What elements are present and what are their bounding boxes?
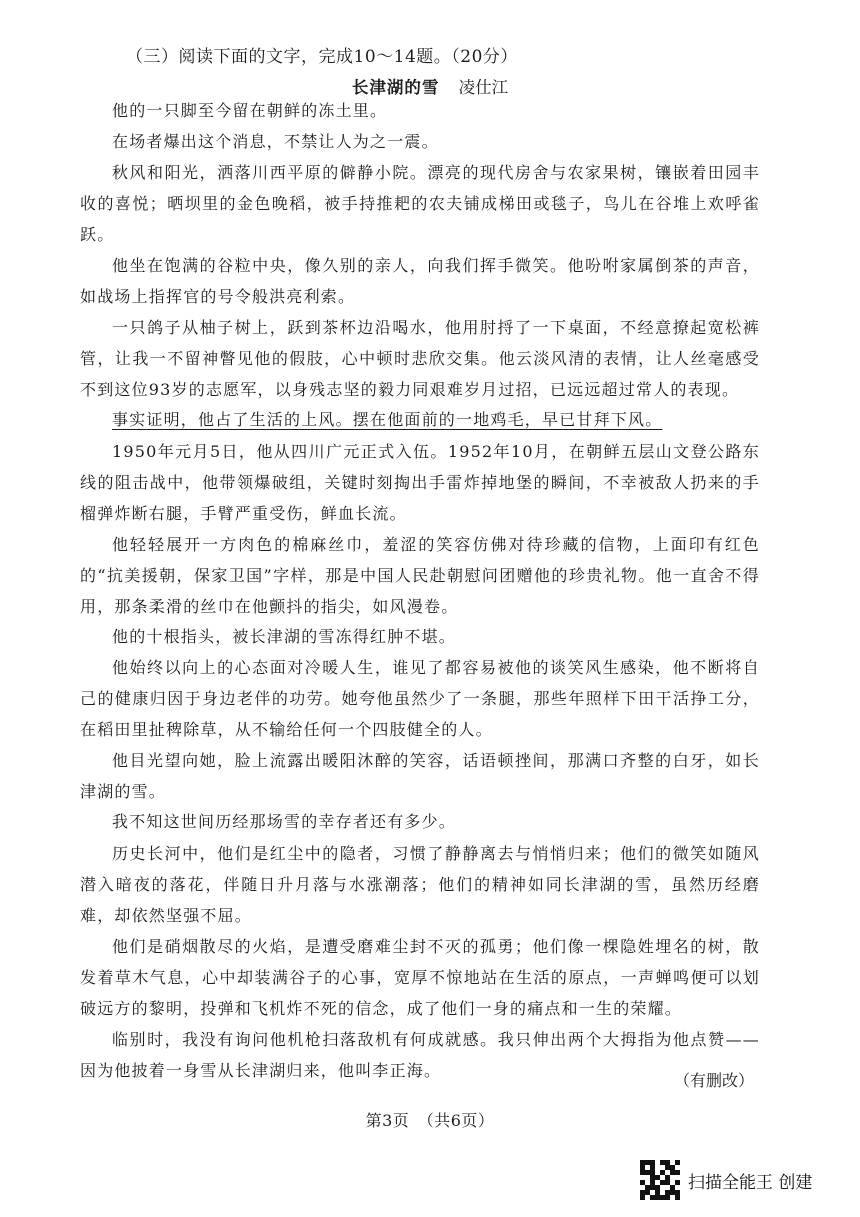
paragraph: 在场者爆出这个消息，不禁让人为之一震。 (112, 131, 439, 151)
watermark-text: 扫描全能王 创建 (688, 1172, 813, 1193)
article-title: 长津湖的雪 (351, 78, 440, 97)
paragraph: 他轻轻展开一方肉色的棉麻丝巾，羞涩的笑容仿佛对待珍藏的信物，上面印有红色的“抗美援朝，保家卫国”字样，那是中国人民赴朝慰问团赠他的珍贵礼物。他一直舍不得用，那条柔滑的丝巾在他颤抖的指尖，如风漫卷。 (80, 534, 760, 616)
source-note: （有删改） (673, 1071, 754, 1090)
paragraph: 1950年元月5日，他从四川广元正式入伍。1952年10月，在朝鲜五层山文登公路东线的阻击战中，他带领爆破组，关键时刻掏出手雷炸掉地堡的瞬间，不幸被敌人扔来的手榴弹炸断右腿，手臂严重受伤，鲜血长流。 (80, 441, 760, 523)
qr-code-icon (640, 1160, 680, 1200)
scanner-watermark (640, 1160, 812, 1200)
paragraph: 我不知这世间历经那场雪的幸存者还有多少。 (112, 812, 457, 831)
paragraph: 他坐在饱满的谷粒中央，像久别的亲人，向我们挥手微笑。他吩咐家属倒茶的声音，如战场上指挥官的号令般洪亮利索。 (80, 256, 760, 306)
paragraph: 他的十根指头，被长津湖的雪冻得红肿不堪。 (112, 626, 457, 646)
article-author: 凌仕江 (458, 78, 509, 97)
section-heading: （三）阅读下面的文字，完成10～14题。（20分） (126, 47, 518, 67)
page-number: 第3页 （共6页） (365, 1111, 495, 1130)
paragraph: 他们是硝烟散尽的火焰，是遭受磨难尘封不灭的孤勇；他们像一棵隐姓埋名的树，散发着草木气息，心中却装满谷子的心事，宽厚不惊地站在生活的原点，一声蝉鸣便可以划破远方的黎明，投弹和飞机炸不死的信念，成了他们一身的痛点和一生的荣耀。 (80, 936, 760, 1018)
paragraph: 他的一只脚至今留在朝鲜的冻土里。 (112, 101, 388, 120)
article-title-row (0, 74, 860, 98)
paragraph: 一只鸽子从柚子树上，跃到茶杯边沿喝水，他用肘捋了一下桌面，不经意撩起宽松裤管，让我一不留神瞥见他的假肢，心中顿时悲欣交集。他云淡风清的表情，让人丝毫感受不到这位93岁的志愿军，以身残志坚的毅力同艰难岁月过招，已远远超过常人的表现。 (80, 318, 760, 399)
paragraph: 他始终以向上的心态面对冷暖人生，谁见了都容易被他的谈笑风生感染，他不断将自己的健康归因于身边老伴的功劳。她夸他虽然少了一条腿，那些年照样下田干活挣工分，在稻田里扯稗除草，从不输给任何一个四肢健全的人。 (80, 658, 760, 739)
underlined-paragraph (80, 405, 760, 436)
paragraph: 他目光望向她，脸上流露出暖阳沐醉的笑容，话语顿挫间，那满口齐整的白牙，如长津湖的雪。 (80, 751, 760, 801)
paragraph: 历史长河中，他们是红尘中的隐者，习惯了静静离去与悄悄归来；他们的微笑如随风潜入暗夜的落花，伴随日升月落与水涨潮落；他们的精神如同长津湖的雪，虽然历经磨难，却依然坚强不屈。 (80, 843, 760, 925)
underlined-sentence: 事实证明，他占了生活的上风。摆在他面前的一地鸡毛，早已甘拜下风。 (112, 410, 663, 429)
paragraph: 秋风和阳光，洒落川西平原的僻静小院。漂亮的现代房舍与农家果树，镶嵌着田园丰收的喜悦；晒坝里的金色晚稻，被手持推耙的农夫铺成梯田或毯子，鸟儿在谷堆上欢呼雀跃。 (80, 163, 760, 244)
paragraph: 临别时，我没有询问他机枪扫落敌机有何成就感。我只伸出两个大拇指为他点赞——因为他披着一身雪从长津湖归来，他叫李正海。 (80, 1029, 760, 1080)
article-body (80, 96, 760, 1086)
